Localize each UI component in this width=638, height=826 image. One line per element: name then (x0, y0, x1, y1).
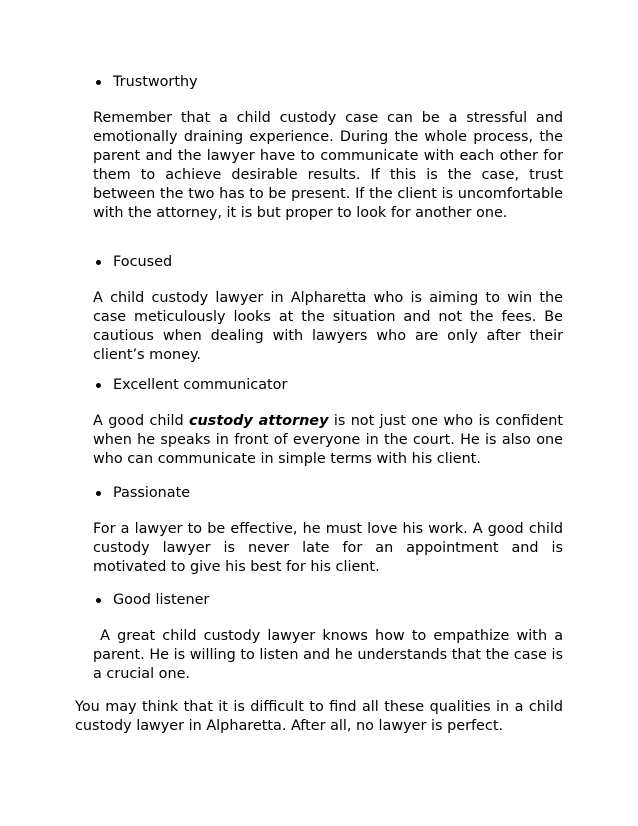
emphasized-term: custody attorney (189, 413, 329, 429)
paragraph-text: A good child (93, 413, 190, 429)
bullet-dot (96, 383, 101, 388)
paragraph-trustworthy: Remember that a child custody case can be a stressful and emotionally draining experience. During the whole process, the parent and the lawyer have to communicate with each other for them to achieve desirable results. If this is the case, trust between the two has to be present. If the client is uncomfortable with the attorney, it is but proper to look for another one. (93, 110, 563, 221)
bullet-dot (96, 491, 101, 496)
bullet-label: Good listener (113, 592, 210, 608)
paragraph-good-listener: A great child custody lawyer knows how to empathize with a parent. He is willing to listen and he understands that the case is a crucial one. (93, 628, 568, 682)
paragraph-text: is not just one who is confident when he speaks in front of everyone in the court. He is also one who can communicate in simple terms with his client. (93, 413, 563, 467)
bullet-label: Passionate (113, 485, 191, 501)
bullet-dot (96, 80, 101, 85)
bullet-label: Excellent communicator (113, 377, 288, 393)
bullet-dot (96, 260, 101, 265)
paragraph-excellent-communicator (93, 412, 563, 469)
paragraph-passionate: For a lawyer to be effective, he must love his work. A good child custody lawyer is never late for an appointment and is motivated to give his best for his client. (93, 521, 563, 575)
bullet-label: Focused (113, 254, 173, 270)
bullet-label: Trustworthy (113, 74, 198, 90)
paragraph-focused: A child custody lawyer in Alpharetta who is aiming to win the case meticulously looks at the situation and not the fees. Be cautious when dealing with lawyers who are only after their client’s money. (93, 290, 563, 363)
closing-paragraph: You may think that it is difficult to find all these qualities in a child custody lawyer in Alpharetta. After all, no lawyer is perfect. (75, 699, 563, 734)
bullet-dot (96, 598, 101, 603)
